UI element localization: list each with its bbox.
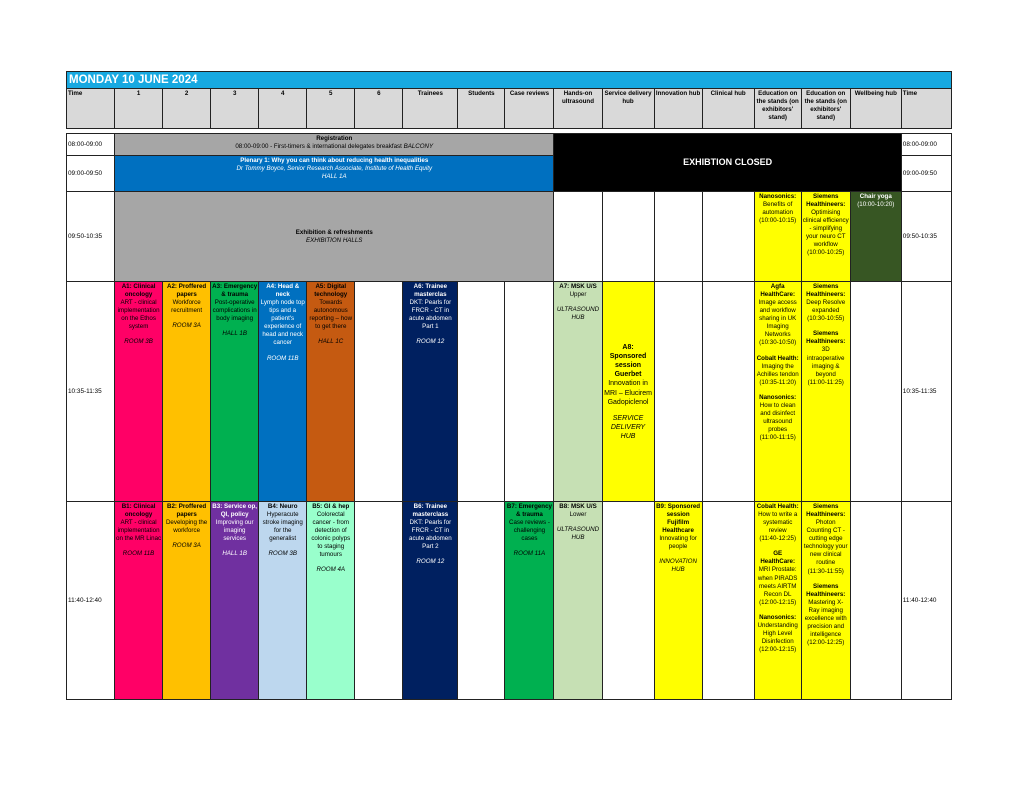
row-0800	[67, 134, 952, 156]
col-header-education-stands-1: Education on the stands (on exhibitors' stand)	[754, 89, 801, 129]
session-detail: Photon Counting CT - cutting edge technology your new clinical routine	[803, 519, 848, 567]
session-title: Agfa HealthCare:	[760, 283, 796, 299]
stand-session[interactable]	[756, 550, 800, 606]
session-detail: How to clean and disinfect ultrasound probes	[759, 401, 796, 433]
session-title: A2: Proffered papers	[167, 283, 207, 299]
empty-cell	[654, 282, 702, 502]
session-time: (11:00-11:15)	[759, 434, 796, 442]
header-row	[67, 89, 952, 129]
session-time: (12:00-12:15)	[759, 598, 797, 606]
session-room: ROOM 3A	[172, 322, 201, 330]
row-1140	[67, 502, 952, 700]
empty-cell	[355, 282, 403, 502]
session-a1[interactable]	[115, 282, 163, 502]
session-detail: Lower	[569, 511, 587, 519]
registration-detail	[116, 143, 552, 151]
session-title: Siemens Healthineers:	[806, 330, 846, 346]
session-b6[interactable]	[403, 502, 458, 700]
session-detail: Workforce recruitment	[171, 299, 203, 315]
session-time: (10:00-10:20)	[857, 201, 895, 209]
session-room: ROOM 3B	[268, 550, 297, 558]
session-title: Siemens Healthineers:	[806, 193, 846, 209]
empty-cell	[458, 282, 505, 502]
plenary-room: HALL 1A	[321, 173, 347, 181]
stand-session[interactable]	[803, 583, 849, 648]
session-room: ROOM 12	[416, 338, 445, 346]
col-header-service-delivery-hub: Service delivery hub	[602, 89, 654, 129]
stand-session[interactable]	[803, 283, 849, 323]
schedule-table	[66, 88, 952, 700]
page-title: MONDAY 10 JUNE 2024	[66, 71, 952, 88]
col-header-clinical-hub: Clinical hub	[702, 89, 754, 129]
time-cell-right: 09:50-10:35	[901, 192, 951, 282]
session-time: (10:00-10:15)	[759, 217, 797, 225]
col-header-5: 5	[307, 89, 355, 129]
session-detail: Case reviews - challenging cases	[508, 519, 550, 543]
session-detail: Benefits of automation	[762, 201, 793, 217]
col-header-6: 6	[355, 89, 403, 129]
session-detail: MRI Prostate: when PIRADS meets AIRTM Recon DL	[757, 566, 798, 598]
session-detail: Colorectal cancer - from detection of colonic polyps to staging tumours	[311, 511, 351, 559]
empty-cell	[505, 282, 554, 502]
session-title: B2: Proffered papers	[167, 503, 207, 519]
session-room: ROOM 4A	[316, 566, 346, 574]
session-title: B1: Clinical oncology	[121, 503, 156, 519]
wellbeing-session[interactable]	[850, 192, 901, 282]
row-0950	[67, 192, 952, 282]
session-detail: Imaging the Achilles tendon	[756, 362, 799, 378]
session-title: Siemens Healthineers:	[806, 582, 846, 598]
session-room: INNOVATION HUB	[659, 558, 697, 574]
stand-session[interactable]	[756, 503, 800, 543]
session-title: Nanosonics:	[759, 613, 797, 621]
empty-cell	[702, 282, 754, 502]
session-b3[interactable]	[211, 502, 259, 700]
session-title: A4: Head & neck	[266, 283, 300, 299]
session-detail: Post-operative complications in body imaging	[212, 299, 257, 323]
session-detail: Hyperacute stroke imaging for the generalist	[262, 511, 303, 543]
empty-cell	[554, 192, 602, 282]
time-cell: 08:00-09:00	[67, 134, 115, 156]
session-b2[interactable]	[163, 502, 211, 700]
time-cell-right: 11:40-12:40	[901, 502, 951, 700]
session-title: A6: Trainee masterclas	[413, 283, 448, 299]
empty-cell	[654, 192, 702, 282]
time-cell: 10:35-11:35	[67, 282, 115, 502]
exhibition-closed-label: EXHIBTION CLOSED	[683, 157, 773, 168]
col-header-1: 1	[115, 89, 163, 129]
registration-title: Registration	[316, 135, 353, 142]
session-room: ROOM 11B	[122, 550, 155, 558]
session-detail: DKT: Pearls for FRCR - CT in acute abdomen Part 1	[409, 299, 452, 331]
session-title: B7: Emergency & trauma	[506, 503, 552, 519]
empty-cell	[602, 502, 654, 700]
session-detail: Upper	[569, 291, 587, 299]
session-time: (11:30-11:55)	[807, 567, 844, 575]
registration-room: BALCONY	[403, 143, 434, 151]
stand-session[interactable]	[803, 503, 849, 576]
session-title: B6: Trainee masterclass	[412, 503, 449, 519]
session-title: B4: Neuro	[267, 503, 298, 510]
session-time: (10:30-10:50)	[759, 339, 797, 347]
stand1-sessions	[754, 502, 801, 700]
session-title: B9: Sponsored session Fujifilm Healthcare	[656, 503, 701, 535]
session-a6[interactable]	[403, 282, 458, 502]
session-title: GE HealthCare:	[760, 550, 796, 566]
session-title: A1: Clinical oncology	[121, 283, 156, 299]
session-time: (11:00-11:25)	[807, 378, 844, 386]
plenary-cell[interactable]	[115, 156, 554, 192]
session-a3[interactable]	[211, 282, 259, 502]
empty-cell	[702, 192, 754, 282]
session-room: ROOM 3A	[172, 542, 201, 550]
stand-session[interactable]	[756, 355, 800, 387]
stand1-sessions	[754, 282, 801, 502]
session-title: A5: Digital technology	[314, 283, 348, 299]
session-detail: Innovation in MRI – Elucirem Gadopiclenol	[604, 380, 652, 406]
col-header-time-right: Time	[901, 89, 951, 129]
session-detail: Deep Resolve expanded	[806, 299, 846, 315]
session-title: B3: Service op, QI, policy	[212, 503, 258, 519]
empty-cell	[355, 502, 403, 700]
time-cell-right: 09:00-09:50	[901, 156, 951, 192]
session-detail: Towards autonomous reporting – how to get there	[309, 299, 353, 331]
session-detail: How to write a systematic review	[758, 511, 798, 535]
stand-session[interactable]	[756, 283, 800, 348]
session-b1[interactable]	[115, 502, 163, 700]
row-1035	[67, 282, 952, 502]
session-detail: ART - clinical implementation on the Ethos system	[117, 299, 160, 331]
session-detail: Innovating for people	[659, 535, 697, 551]
session-b4[interactable]	[259, 502, 307, 700]
session-detail: Lymph node top tips and a patient's experience of head and neck cancer	[260, 299, 305, 347]
col-header-2: 2	[163, 89, 211, 129]
session-room: SERVICE DELIVERY HUB	[610, 414, 646, 440]
exhibition-cell	[115, 192, 554, 282]
session-title: A3: Emergency & trauma	[212, 283, 258, 299]
registration-cell	[115, 134, 554, 156]
stand-session[interactable]	[803, 330, 849, 386]
registration-detail-text: 08:00-09:00 - First-timers & international delegates breakfast	[235, 143, 402, 151]
stand2-sessions	[801, 282, 850, 502]
col-header-4: 4	[259, 89, 307, 129]
session-time: (10:00-10:25)	[807, 249, 845, 257]
stand2-sessions	[801, 502, 850, 700]
session-b5[interactable]	[307, 502, 355, 700]
session-detail: Understanding High Level Disinfection	[757, 621, 798, 645]
stand-session[interactable]	[756, 614, 800, 654]
session-detail: Developing the workforce	[165, 519, 208, 535]
stand2-session[interactable]	[801, 192, 850, 282]
col-header-innovation-hub: Innovation hub	[654, 89, 702, 129]
session-time: (12:00-12:25)	[807, 639, 845, 646]
session-time: (10:35-11:20)	[759, 378, 797, 386]
session-b9[interactable]	[654, 502, 702, 700]
empty-cell	[850, 502, 901, 700]
session-title: Chair yoga	[859, 193, 892, 200]
schedule-sheet	[66, 71, 952, 700]
session-room: ROOM 12	[416, 558, 445, 566]
session-a2[interactable]	[163, 282, 211, 502]
session-title: B5: GI & hep	[312, 503, 350, 510]
exhibition-closed-cell	[554, 134, 901, 192]
session-room: ROOM 11B	[266, 354, 299, 362]
session-title: Cobalt Health:	[756, 503, 799, 510]
session-detail: ART - clinical implementation on the MR Linac	[116, 519, 162, 543]
session-title: Siemens Healthineers:	[806, 503, 846, 519]
session-time: (11:40-12:25)	[759, 535, 797, 543]
empty-cell	[458, 502, 505, 700]
time-cell: 09:50-10:35	[67, 192, 115, 282]
session-detail: Optimising clinical efficiency - simplifying your neuro CT workflow	[802, 209, 849, 249]
session-detail: 3D intraoperative imaging & beyond	[806, 346, 845, 378]
plenary-speaker: Dr Tommy Boyce, Senior Research Associate, Institute of Health Equity	[236, 165, 433, 173]
time-cell: 09:00-09:50	[67, 156, 115, 192]
session-a4[interactable]	[259, 282, 307, 502]
session-room: ULTRASOUND HUB	[556, 526, 600, 542]
session-room: ULTRASOUND HUB	[556, 306, 600, 322]
empty-cell	[702, 502, 754, 700]
empty-cell	[850, 282, 901, 502]
session-title: Cobalt Health:	[756, 354, 799, 362]
session-title: A8: Sponsored session Guerbet	[609, 344, 647, 379]
col-header-case-reviews: Case reviews	[505, 89, 554, 129]
plenary-title: Plenary 1: Why you can think about reducing health inequalities	[240, 157, 429, 164]
session-detail: DKT: Pearls for FRCR - CT in acute abdomen Part 2	[409, 519, 452, 551]
time-cell-right: 10:35-11:35	[901, 282, 951, 502]
col-header-students: Students	[458, 89, 505, 129]
col-header-time: Time	[67, 89, 115, 129]
session-room: HALL 1B	[222, 550, 247, 558]
session-detail: Improving our imaging services	[215, 519, 254, 543]
col-header-education-stands-2: Education on the stands (on exhibitors' stand)	[801, 89, 850, 129]
exhibition-title: Exhibition & refreshments	[295, 228, 373, 236]
session-time: (10:30-10:55)	[807, 315, 845, 323]
col-header-hands-on-ultrasound: Hands-on ultrasound	[554, 89, 602, 129]
stand-session[interactable]	[756, 394, 800, 442]
session-a5[interactable]	[307, 282, 355, 502]
stand1-session[interactable]	[754, 192, 801, 282]
session-room: ROOM 11A	[513, 550, 546, 558]
session-detail: Mastering X-Ray imaging excellence with precision and intelligence	[804, 598, 847, 638]
session-title: Nanosonics:	[759, 393, 797, 401]
exhibition-room: EXHIBITION HALLS	[306, 237, 363, 244]
session-detail: Image access and workflow sharing in UK Imaging Networks	[758, 299, 797, 339]
session-title: Nanosonics:	[759, 193, 797, 200]
col-header-trainees: Trainees	[403, 89, 458, 129]
time-cell: 11:40-12:40	[67, 502, 115, 700]
session-room: HALL 1B	[222, 330, 247, 338]
col-header-wellbeing-hub: Wellbeing hub	[850, 89, 901, 129]
empty-cell	[602, 192, 654, 282]
session-a7[interactable]	[554, 282, 602, 502]
session-a8[interactable]	[602, 282, 654, 502]
session-b8[interactable]	[554, 502, 602, 700]
col-header-3: 3	[211, 89, 259, 129]
session-room: ROOM 3B	[124, 338, 153, 346]
session-time: (12:00-12:15)	[759, 646, 797, 653]
session-b7[interactable]	[505, 502, 554, 700]
session-room: HALL 1C	[318, 338, 344, 346]
session-title: A7: MSK U/S	[559, 283, 597, 290]
session-title: Siemens Healthineers:	[806, 283, 846, 299]
session-title: B8: MSK U/S	[559, 503, 597, 510]
time-cell-right: 08:00-09:00	[901, 134, 951, 156]
